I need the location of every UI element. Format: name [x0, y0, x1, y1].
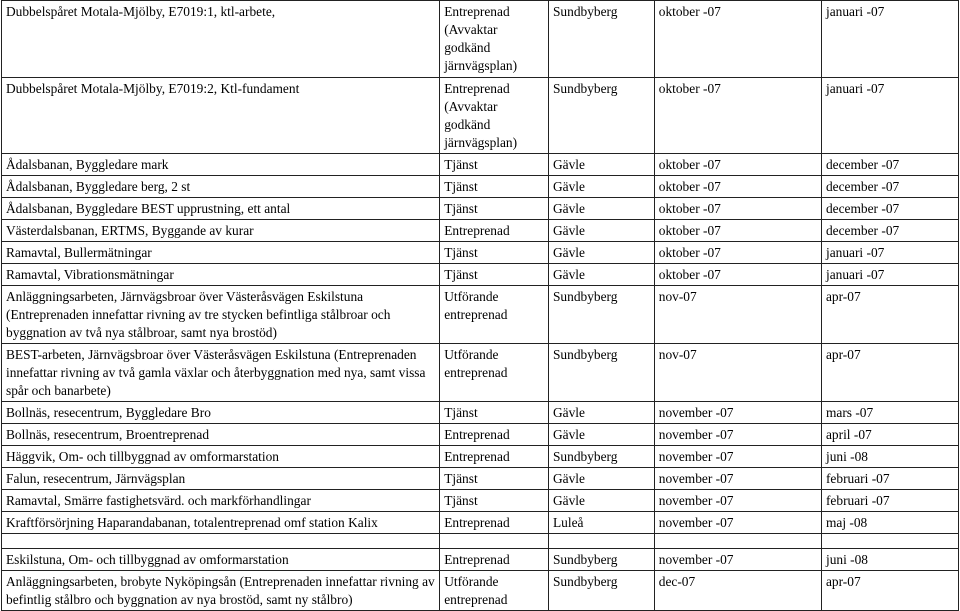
project-cell: Dubbelspåret Motala-Mjölby, E7019:1, ktl-arbete,	[2, 1, 440, 78]
place-cell: Gävle	[548, 424, 654, 446]
table-row	[2, 402, 959, 424]
type-cell: Tjänst	[440, 154, 549, 176]
start-cell: oktober -07	[654, 78, 821, 154]
spacer-cell	[440, 534, 549, 549]
spacer-cell	[654, 534, 821, 549]
table-row	[2, 512, 959, 534]
place-cell: Sundbyberg	[548, 1, 654, 78]
place-cell: Sundbyberg	[548, 344, 654, 402]
end-cell: januari -07	[821, 264, 958, 286]
start-cell: oktober -07	[654, 264, 821, 286]
start-cell: oktober -07	[654, 154, 821, 176]
table-row	[2, 220, 959, 242]
place-cell: Gävle	[548, 264, 654, 286]
type-cell: Utförande entreprenad	[440, 344, 549, 402]
end-cell: december -07	[821, 176, 958, 198]
table-row	[2, 344, 959, 402]
start-cell: november -07	[654, 490, 821, 512]
table-row	[2, 286, 959, 344]
start-cell: oktober -07	[654, 242, 821, 264]
project-cell: Ådalsbanan, Byggledare berg, 2 st	[2, 176, 440, 198]
end-cell: december -07	[821, 154, 958, 176]
place-cell: Gävle	[548, 176, 654, 198]
place-cell: Gävle	[548, 490, 654, 512]
place-cell: Luleå	[548, 512, 654, 534]
project-table	[1, 0, 959, 611]
table-row	[2, 468, 959, 490]
end-cell: december -07	[821, 220, 958, 242]
place-cell: Sundbyberg	[548, 78, 654, 154]
table-row	[2, 198, 959, 220]
type-cell: Entreprenad	[440, 512, 549, 534]
start-cell: november -07	[654, 468, 821, 490]
type-cell: Entreprenad	[440, 549, 549, 571]
start-cell: oktober -07	[654, 198, 821, 220]
end-cell: apr-07	[821, 571, 958, 611]
spacer-cell	[2, 534, 440, 549]
place-cell: Gävle	[548, 242, 654, 264]
type-cell: Tjänst	[440, 264, 549, 286]
type-cell: Utförande entreprenad	[440, 571, 549, 611]
type-cell: Tjänst	[440, 402, 549, 424]
table-row	[2, 446, 959, 468]
place-cell: Gävle	[548, 154, 654, 176]
place-cell: Gävle	[548, 198, 654, 220]
type-cell: Entreprenad	[440, 446, 549, 468]
type-cell: Entreprenad	[440, 220, 549, 242]
spacer-cell	[821, 534, 958, 549]
project-cell: Ramavtal, Bullermätningar	[2, 242, 440, 264]
start-cell: november -07	[654, 512, 821, 534]
type-cell: Entreprenad	[440, 424, 549, 446]
end-cell: april -07	[821, 424, 958, 446]
end-cell: apr-07	[821, 344, 958, 402]
table-row	[2, 78, 959, 154]
place-cell: Gävle	[548, 220, 654, 242]
place-cell: Gävle	[548, 468, 654, 490]
project-cell: Bollnäs, resecentrum, Broentreprenad	[2, 424, 440, 446]
type-cell: Entreprenad (Avvaktar godkänd järnvägsplan)	[440, 78, 549, 154]
start-cell: nov-07	[654, 286, 821, 344]
type-cell: Tjänst	[440, 490, 549, 512]
project-cell: Ramavtal, Vibrationsmätningar	[2, 264, 440, 286]
project-cell: Eskilstuna, Om- och tillbyggnad av omformarstation	[2, 549, 440, 571]
table-row	[2, 176, 959, 198]
end-cell: juni -08	[821, 549, 958, 571]
table-row	[2, 571, 959, 611]
start-cell: oktober -07	[654, 176, 821, 198]
start-cell: november -07	[654, 549, 821, 571]
table-row	[2, 264, 959, 286]
place-cell: Gävle	[548, 402, 654, 424]
end-cell: december -07	[821, 198, 958, 220]
type-cell: Tjänst	[440, 198, 549, 220]
spacer-cell	[548, 534, 654, 549]
start-cell: november -07	[654, 402, 821, 424]
spacer-row	[2, 534, 959, 549]
table-row	[2, 490, 959, 512]
project-cell: Anläggningsarbeten, Järnvägsbroar över Västeråsvägen Eskilstuna (Entreprenaden innefattar rivning av tre stycken befintliga stålbroar och byggnation av två nya stålbroar, samt nya brostöd)	[2, 286, 440, 344]
end-cell: januari -07	[821, 78, 958, 154]
start-cell: oktober -07	[654, 220, 821, 242]
start-cell: dec-07	[654, 571, 821, 611]
table-row	[2, 154, 959, 176]
end-cell: apr-07	[821, 286, 958, 344]
project-cell: Häggvik, Om- och tillbyggnad av omformarstation	[2, 446, 440, 468]
project-cell: Västerdalsbanan, ERTMS, Byggande av kurar	[2, 220, 440, 242]
end-cell: januari -07	[821, 242, 958, 264]
project-cell: Ådalsbanan, Byggledare mark	[2, 154, 440, 176]
project-cell: Bollnäs, resecentrum, Byggledare Bro	[2, 402, 440, 424]
place-cell: Sundbyberg	[548, 446, 654, 468]
table-row	[2, 1, 959, 78]
type-cell: Entreprenad (Avvaktar godkänd järnvägsplan)	[440, 1, 549, 78]
project-cell: Falun, resecentrum, Järnvägsplan	[2, 468, 440, 490]
end-cell: maj -08	[821, 512, 958, 534]
type-cell: Tjänst	[440, 176, 549, 198]
start-cell: oktober -07	[654, 1, 821, 78]
project-cell: BEST-arbeten, Järnvägsbroar över Västeråsvägen Eskilstuna (Entreprenaden innefattar rivning av två gamla växlar och återbyggnation med nya, samt vissa spår och banarbete)	[2, 344, 440, 402]
table-row	[2, 242, 959, 264]
start-cell: november -07	[654, 446, 821, 468]
project-cell: Anläggningsarbeten, brobyte Nyköpingsån (Entreprenaden innefattar rivning av befintlig stålbro och byggnation av nya brostöd, samt ny stålbro)	[2, 571, 440, 611]
project-cell: Ramavtal, Smärre fastighetsvärd. och markförhandlingar	[2, 490, 440, 512]
place-cell: Sundbyberg	[548, 549, 654, 571]
type-cell: Utförande entreprenad	[440, 286, 549, 344]
end-cell: juni -08	[821, 446, 958, 468]
type-cell: Tjänst	[440, 468, 549, 490]
type-cell: Tjänst	[440, 242, 549, 264]
end-cell: februari -07	[821, 468, 958, 490]
table-row	[2, 424, 959, 446]
project-cell: Ådalsbanan, Byggledare BEST upprustning, ett antal	[2, 198, 440, 220]
place-cell: Sundbyberg	[548, 286, 654, 344]
table-row	[2, 549, 959, 571]
project-cell: Kraftförsörjning Haparandabanan, totalentreprenad omf station Kalix	[2, 512, 440, 534]
end-cell: februari -07	[821, 490, 958, 512]
place-cell: Sundbyberg	[548, 571, 654, 611]
start-cell: nov-07	[654, 344, 821, 402]
project-cell: Dubbelspåret Motala-Mjölby, E7019:2, Ktl-fundament	[2, 78, 440, 154]
start-cell: november -07	[654, 424, 821, 446]
end-cell: mars -07	[821, 402, 958, 424]
end-cell: januari -07	[821, 1, 958, 78]
